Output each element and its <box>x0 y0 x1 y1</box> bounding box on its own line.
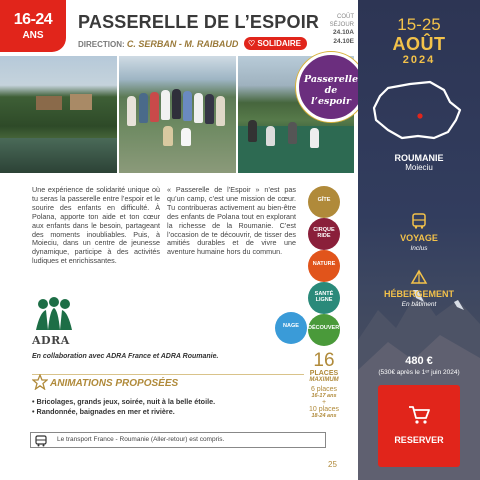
cart-icon <box>408 405 430 425</box>
decouverte-label: DÉCOUVERTE <box>308 325 347 331</box>
star-icon <box>32 374 48 390</box>
animations-title: ANIMATIONS PROPOSÉES <box>50 378 179 389</box>
nage-icon <box>275 312 307 344</box>
body-text-col1: Une expérience de solidarité unique où tu seras la passerelle entre l’espoir et le sourire des enfants en difficulté. À Polana, apporte ton aide et ton cœur aux enfants dans le besoin, partageant des moments inoubliables. Puis, à Moieciu, dans un centre de jeunesse dynamique, participe à des activités ludiques et enrichissantes. <box>32 185 160 266</box>
cirque-icon <box>308 218 340 250</box>
nature-label: NATURE <box>312 261 336 267</box>
hebergement-label: HÉBERGEMENT <box>383 289 454 299</box>
solidaire-label: SOLIDAIRE <box>257 39 301 48</box>
passerelle-logo <box>296 52 366 122</box>
nage-label: NAGE <box>283 323 299 329</box>
price-main: 480 € <box>405 355 433 367</box>
price-note: (530€ après le 1ᵉʳ juin 2024) <box>378 369 460 376</box>
gite-label: GÎTE <box>317 197 331 203</box>
transport-text: Le transport France - Roumanie (Aller-retour) est compris. <box>57 436 225 443</box>
logo-line2: de <box>324 85 338 96</box>
hebergement-feature <box>358 268 480 308</box>
bus-icon <box>410 212 428 230</box>
age-badge <box>0 0 66 52</box>
places-age1: 16-17 ans <box>311 393 337 399</box>
places-group1: 6 places <box>310 386 338 393</box>
page-number: 25 <box>328 460 337 469</box>
collab-text: En collaboration avec ADRA France et ADRA Roumanie. <box>32 353 219 360</box>
places-group2: 10 places <box>309 406 339 413</box>
cirque-label: CIRQUE RIDE <box>313 227 335 239</box>
price <box>358 355 480 376</box>
solidaire-badge <box>244 37 307 50</box>
cost-label2: SÉJOUR <box>329 21 354 28</box>
body-text-col2: « Passerelle de l’Espoir » n’est pas qu’un camp, c’est une mission de cœur. Tu contribueras activement au bien-être des enfants de Polana tout en explorant la richesse de la Roumanie. C’est l’occasion de te découvrir, de tisser des amitiés durables et de vivre une aventure humaine hors du commun. <box>167 185 296 257</box>
date-month: AOÛT <box>392 34 446 54</box>
age-range: 16-24 <box>13 11 53 28</box>
places-max: MAXIMUM <box>309 377 339 383</box>
direction-names: C. SERBAN - M. RAIBAUD <box>126 39 239 49</box>
animation-item: • Randonnée, baignades en mer et rivière. <box>32 407 175 416</box>
divider <box>32 374 304 375</box>
places-age2: 18-24 ans <box>311 413 337 419</box>
date-range: 15-25 <box>397 15 441 34</box>
cost-box <box>306 14 354 46</box>
nature-icon <box>308 250 340 282</box>
places-plus: + <box>321 399 327 406</box>
cost-price1: 24.10A <box>333 29 354 36</box>
romania-map <box>368 80 468 144</box>
page-title: PASSERELLE DE L’ESPOIR <box>78 12 320 32</box>
logo-line3: l’espoir <box>311 96 351 107</box>
direction-label: DIRECTION: <box>78 40 125 49</box>
photo-group <box>119 56 236 173</box>
reserve-label: RESERVER <box>394 435 444 445</box>
date-year: 2024 <box>402 54 436 66</box>
city: Moieciu <box>405 163 433 172</box>
places-label: PLACES <box>309 370 339 377</box>
voyage-feature <box>358 212 480 252</box>
country: ROUMANIE <box>394 153 444 163</box>
places <box>296 352 352 419</box>
sante-label: SANTÉ LIGNE <box>314 291 334 303</box>
animation-item: • Bricolages, grands jeux, soirée, nuit à la belle étoile. <box>32 397 216 406</box>
adra-name: ADRA <box>32 334 70 347</box>
cost-label1: COÛT <box>337 14 354 20</box>
voyage-label: VOYAGE <box>400 233 438 243</box>
photo-lake-village <box>0 56 117 173</box>
decouverte-icon <box>308 314 347 346</box>
hebergement-sub: En bâtiment <box>401 301 437 308</box>
voyage-sub: Inclus <box>410 245 428 252</box>
dates <box>358 16 480 66</box>
transport-note <box>30 432 326 448</box>
cost-price2: 24.10E <box>333 37 354 45</box>
gite-icon <box>308 186 340 218</box>
age-unit: ANS <box>22 30 44 41</box>
direction <box>78 39 238 49</box>
reserve-button[interactable] <box>378 385 460 467</box>
logo-line1: Passerelle <box>303 74 359 85</box>
sante-icon <box>308 282 340 314</box>
heart-icon: ♡ <box>248 39 258 48</box>
tent-icon <box>410 268 428 286</box>
adra-logo-icon <box>32 296 76 332</box>
bus-small-icon <box>35 435 47 447</box>
places-number: 16 <box>313 350 335 371</box>
